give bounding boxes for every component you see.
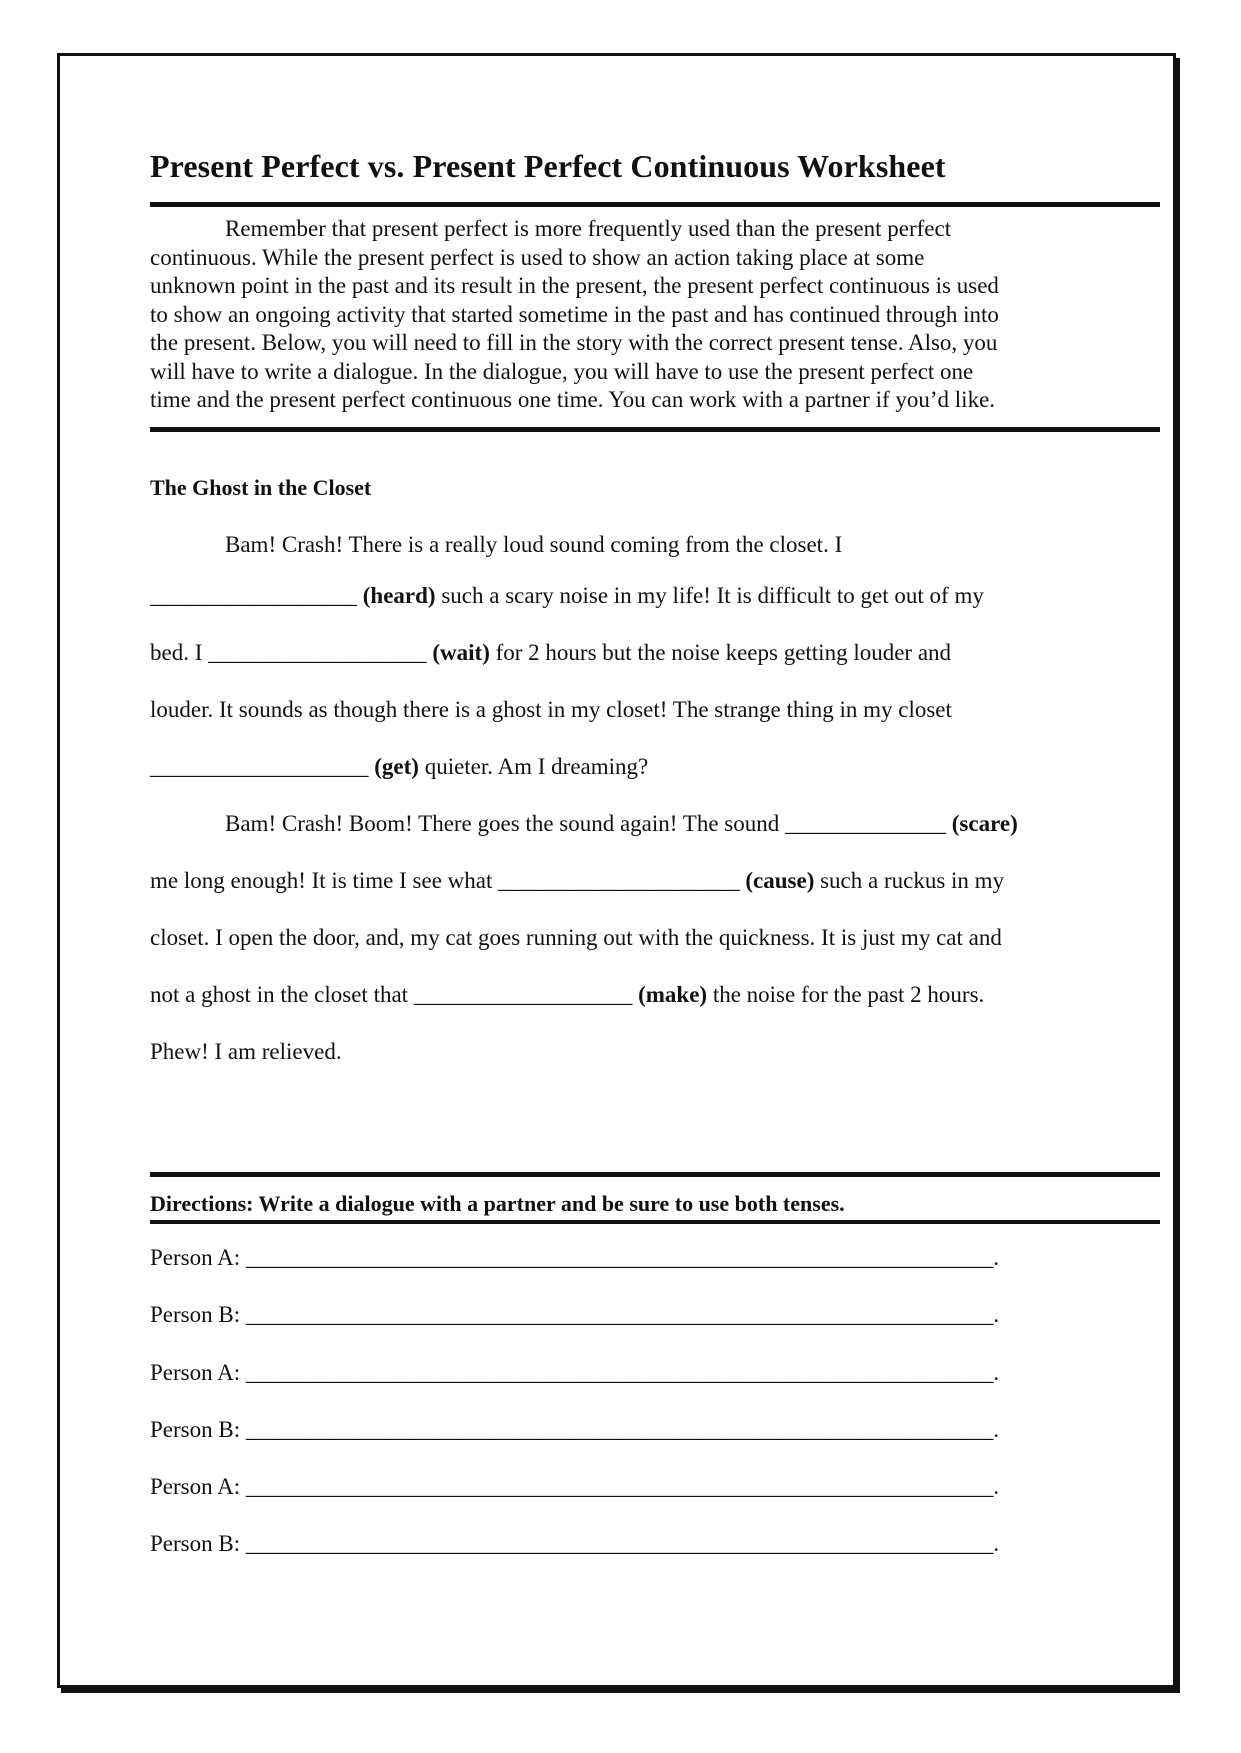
story-line-7 (150, 868, 1004, 894)
story-line-2 (150, 583, 984, 609)
story-text: quieter. Am I dreaming? (424, 754, 649, 779)
verb-hint: (make) (638, 982, 708, 1007)
intro-paragraph (150, 215, 1160, 415)
story-text: the noise for the past 2 hours. (712, 982, 985, 1007)
story-line-1: Bam! Crash! There is a really loud sound coming from the closet. I (225, 532, 843, 557)
dialogue-blank[interactable]: _________________________________________________________________. (245, 1531, 1000, 1556)
intro-divider (150, 427, 1160, 432)
story-text: not a ghost in the closet that (150, 982, 409, 1007)
intro-line: to show an ongoing activity that started sometime in the past and has continued through into (150, 301, 999, 327)
story-line-6 (225, 811, 1018, 837)
speaker-label: Person B: (150, 1531, 241, 1556)
story-text: bed. I (150, 640, 203, 665)
intro-line: Remember that present perfect is more frequently used than the present perfect (225, 216, 952, 241)
story-line-10: Phew! I am relieved. (150, 1039, 342, 1064)
story-text: for 2 hours but the noise keeps getting louder and (495, 640, 952, 665)
dialogue-line (150, 1417, 999, 1443)
intro-line: continuous. While the present perfect is used to show an action taking place at some (150, 244, 925, 270)
title-divider (150, 202, 1160, 207)
intro-line: time and the present perfect continuous one time. You can work with a partner if you’d like. (150, 387, 996, 412)
verb-hint: (scare) (951, 811, 1018, 836)
directions-text: Directions: Write a dialogue with a partner and be sure to use both tenses. (150, 1191, 845, 1216)
dialogue-line (150, 1531, 999, 1557)
dialogue-line (150, 1245, 999, 1271)
intro-line: the present. Below, you will need to fill in the story with the correct present tense. Also, you (150, 330, 998, 355)
verb-hint: (cause) (745, 868, 815, 893)
story-text: such a scary noise in my life! It is difficult to get out of my (441, 583, 984, 608)
verb-hint: (wait) (432, 640, 490, 665)
story-line-3 (150, 640, 951, 666)
story-line-8: closet. I open the door, and, my cat goes running out with the quickness. It is just my cat and (150, 925, 1002, 950)
directions-bottom-divider (150, 1220, 1160, 1224)
blank-get[interactable]: ___________________ (150, 754, 369, 779)
blank-cause[interactable]: _____________________ (498, 868, 740, 893)
story-text: Bam! Crash! Boom! There goes the sound again! The sound (225, 811, 780, 836)
speaker-label: Person A: (150, 1360, 241, 1385)
blank-make[interactable]: ___________________ (413, 982, 633, 1007)
story-line-4: louder. It sounds as though there is a ghost in my closet! The strange thing in my closet (150, 697, 952, 722)
story-line-9 (150, 982, 984, 1008)
blank-wait[interactable]: ___________________ (208, 640, 427, 665)
directions-top-divider (150, 1172, 1160, 1177)
verb-hint: (heard) (362, 583, 436, 608)
speaker-label: Person A: (150, 1245, 241, 1270)
story-title: The Ghost in the Closet (150, 475, 372, 500)
story-text: such a ruckus in my (820, 868, 1005, 893)
dialogue-line (150, 1474, 999, 1500)
verb-hint: (get) (374, 754, 419, 779)
dialogue-blank[interactable]: _________________________________________________________________. (245, 1417, 1000, 1442)
blank-scare[interactable]: ______________ (785, 811, 946, 836)
story-line-5 (150, 754, 648, 780)
speaker-label: Person B: (150, 1302, 241, 1327)
intro-line: will have to write a dialogue. In the dialogue, you will have to use the present perfect one (150, 358, 974, 384)
blank-heard[interactable]: __________________ (150, 583, 357, 608)
speaker-label: Person B: (150, 1417, 241, 1442)
dialogue-line (150, 1360, 999, 1386)
worksheet-title: Present Perfect vs. Present Perfect Continuous Worksheet (150, 148, 946, 184)
dialogue-blank[interactable]: _________________________________________________________________. (245, 1360, 1000, 1385)
intro-line: unknown point in the past and its result in the present, the present perfect continuous is used (150, 273, 999, 298)
dialogue-blank[interactable]: _________________________________________________________________. (245, 1245, 1000, 1270)
speaker-label: Person A: (150, 1474, 241, 1499)
dialogue-blank[interactable]: _________________________________________________________________. (245, 1474, 1000, 1499)
dialogue-blank[interactable]: _________________________________________________________________. (245, 1302, 1000, 1327)
dialogue-line (150, 1302, 999, 1328)
story-text: me long enough! It is time I see what (150, 868, 493, 893)
